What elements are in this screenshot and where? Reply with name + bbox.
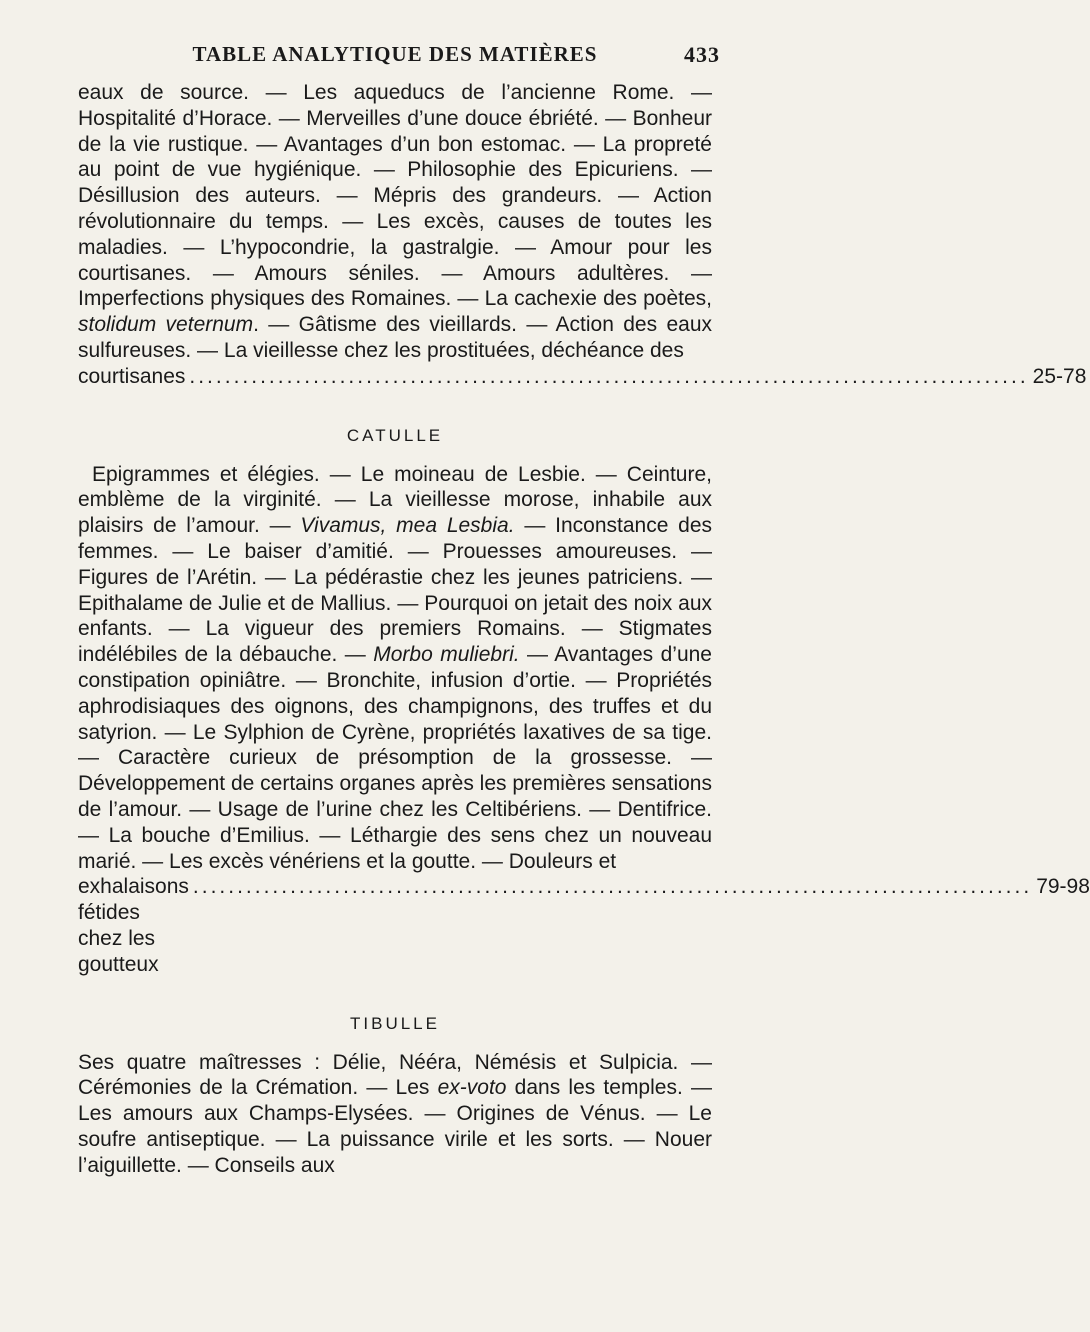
entry-tibulle	[78, 1014, 712, 1179]
section-title: TIBULLE	[350, 1013, 440, 1033]
section-title: CATULLE	[346, 425, 444, 445]
entry-horace-continued	[78, 80, 1087, 390]
running-head	[78, 42, 720, 74]
entry-last-line: exhalaisons fétides chez les goutteux	[78, 875, 189, 976]
entry-last-line: courtisanes	[78, 364, 186, 388]
entry-text-part: dans les temples. — Les amours aux Champs-Elysées. — Origines de Vénus. — Le soufre antiseptique. — La puissance virile et les sorts. — Nouer l’aiguillette. — Conseils aux	[78, 1076, 712, 1177]
entry-text	[78, 462, 712, 875]
leader-dots: ...............................................................................................	[192, 875, 1033, 899]
leader-dots: ...............................................................................................	[189, 364, 1029, 388]
entry-text-part: Epigrammes et élégies. — Le moineau de Lesbie. — Ceinture, emblème de la virginité. — La vieillesse morose, inhabile aux plaisirs de l’amour. —	[78, 462, 712, 538]
entry-text	[78, 80, 712, 364]
entry-text-part: . — Gâtisme des vieillards. — Action des eaux sulfureuses. — La vieillesse chez les prostituées, déchéance des	[78, 313, 713, 362]
page-range: 79-98	[1036, 875, 1090, 899]
entry-italic: ex-voto	[437, 1076, 507, 1100]
entry-text-part: — Inconstance des femmes. — Le baiser d’amitié. — Prouesses amoureuses. — Figures de l’Arétin. — La pédérastie chez les jeunes patriciens. — Epithalame de Julie et de Mallius. — Pourquoi on jetait des noix aux enfants. — La vigueur des premiers Romains. — Stigmates indélébiles de la débauche. —	[78, 514, 713, 667]
entry-text-part: Ses quatre maîtresses : Délie, Nééra, Némésis et Sulpicia. — Cérémonies de la Crémation. — Les	[78, 1050, 712, 1100]
entry-leader-line	[78, 874, 1090, 977]
entry-leader-line	[78, 364, 1087, 390]
entry-italic: Vivamus, mea Lesbia.	[300, 514, 515, 538]
entry-italic: stolidum veternum	[78, 313, 254, 337]
running-head-title: TABLE ANALYTIQUE DES MATIÈRES	[192, 42, 598, 66]
entry-text	[78, 1050, 712, 1179]
page-range: 25-78	[1032, 364, 1087, 388]
page-number: 433	[684, 42, 720, 67]
entry-catulle	[78, 425, 1090, 978]
entry-italic: Morbo muliebri.	[373, 643, 520, 667]
entry-text-part: — Avantages d’une constipation opiniâtre. — Bronchite, infusion d’ortie. — Propriétés aphrodisiaques des oignons, des champignons, des truffes et du satyrion. — Le Sylphion de Cyrène, propriétés laxatives de sa tige. — Caractère curieux de présomption de la grossesse. — Développement de certains organes après les premières sensations de l’amour. — Usage de l’urine chez les Celtibériens. — Dentifrice. — La bouche d’Emilius. — Léthargie des sens chez un nouveau marié. — Les excès vénériens et la goutte. — Douleurs et	[78, 643, 712, 873]
entry-text-part: eaux de source. — Les aqueducs de l’ancienne Rome. — Hospitalité d’Horace. — Merveilles d’une douce ébriété. — Bonheur de la vie rustique. — Avantages d’un bon estomac. — La propreté au point de vue hygiénique. — Philosophie des Epicuriens. — Désillusion des auteurs. — Mépris des grandeurs. — Action révolutionnaire du temps. — Les excès, causes de toutes les maladies. — L’hypocondrie, la gastralgie. — Amour pour les courtisanes. — Amours séniles. — Amours adultères. — Imperfections physiques des Romaines. — La cachexie des poètes,	[78, 81, 712, 311]
